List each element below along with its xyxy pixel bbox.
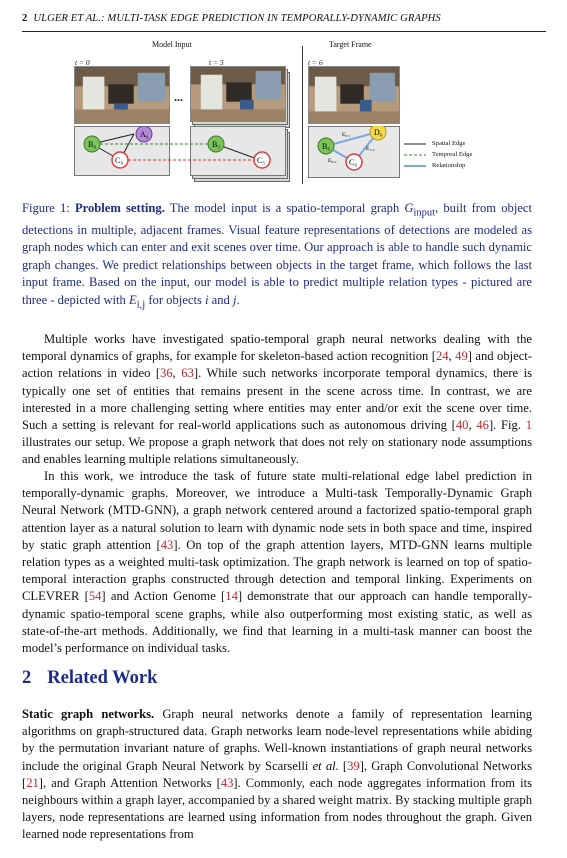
figure-1 — [72, 38, 502, 188]
caption-edge-subscript: i,j — [136, 299, 146, 311]
caption-graph-subscript: input — [413, 207, 436, 219]
citation-link[interactable]: 39 — [347, 758, 360, 773]
ellipsis: ... — [174, 90, 183, 104]
graph-t6 — [308, 126, 400, 178]
citation-link[interactable]: 43 — [160, 537, 174, 552]
paragraph-intro-2: In this work, we introduce the task of future state multi-relational edge label prediction in temporally-dynamic graphs. Moreover, we introduce a Multi-task Temporally-Dynamic Graph Neural Network (MTD-GNN), a graph network centered around a factorized spatio-temporal graph attention layer as a natural solution to learn with dynamic node sets in both space and time, inspired by static graph attention [43]. On top of the graph attention layers, MTD-GNN learns multiple relation types as a weighted multi-task optimization. The graph network is learned on top of spatio-temporal interaction graphs constructed through detection and temporal linking. Experiments on CLEVRER [54] and Action Genome [14] demonstrate that our approach can handle temporally-dynamic spatio-temporal scene graphs, while also outperforming most existing static, as well as state-of-the-art methods. Additionally, we find that learning in a multi-task manner can boost the model’s performance on individual tasks. — [22, 469, 533, 656]
input-target-divider — [302, 46, 303, 184]
running-title: ULGER ET AL.: MULTI-TASK EDGE PREDICTION IN TEMPORALLY-DYNAMIC GRAPHS — [33, 13, 441, 24]
caption-var-i: i — [205, 292, 209, 307]
caption-text-cont: , built from object detections in multiple, adjacent frames. Visual feature representations of detections are modeled as graph nodes which can enter and exit scenes over time. Our approach is able to handle such dynamic graph changes. We predict relationships between objects in the target frame, which follows the last input frame. Based on the input, our model is able to predict multiple relation types - pictured are three - depicted with — [22, 201, 532, 307]
model-input-label: Model Input — [152, 40, 192, 49]
node-d6-label: D₆ — [374, 128, 383, 137]
citation-link[interactable]: 63 — [181, 366, 194, 381]
caption-edge-symbol: E — [129, 292, 137, 307]
node-b5-label: B₅ — [212, 140, 221, 149]
figure-caption — [22, 200, 532, 313]
citation-link[interactable]: 24 — [435, 349, 449, 364]
citation-link[interactable]: 36 — [160, 366, 173, 381]
paragraph-intro-1: Multiple works have investigated spatio-temporal graph neural networks dealing with the temporal dynamics of graphs, for example for skeleton-based action recognition [24, 49] and object-action relations in video [36, 63]. While such networks incorporate temporal dynamics, there is typically one set of entities that remains present in the scene across time. In contrast, we are interested in a more challenging setting where entities may enter and/or exit the scene over time. Such a setting is relevant for real-world applications such as autonomous driving [40, 46]. Fig. 1 illustrates our setup. We propose a graph network that does not rely on stationary node assumptions and enables learning multiple relations simultaneously. — [22, 332, 533, 467]
caption-text: The model input is a spatio-temporal graph — [169, 201, 400, 215]
node-b6-label: B₆ — [322, 142, 331, 151]
citation-link[interactable]: 46 — [476, 418, 489, 433]
caption-prefix: Figure 1: — [22, 201, 70, 215]
caption-text-objects: for objects — [148, 292, 202, 307]
t6-label: t = 6 — [308, 58, 323, 67]
paragraph-heading: Static graph networks. — [22, 707, 155, 721]
caption-text-and: and — [211, 292, 230, 307]
target-frame-label: Target Frame — [329, 40, 372, 49]
edge-label-3: E₀,₂ — [328, 158, 337, 164]
citation-link[interactable]: 40 — [455, 418, 469, 433]
figure-ref-link[interactable]: 1 — [525, 418, 532, 433]
legend-spatial-edge: Spatial Edge — [432, 140, 466, 147]
node-c0-label: C₀ — [115, 156, 124, 165]
caption-title: Problem setting. — [74, 201, 165, 215]
citation-link[interactable]: 54 — [88, 589, 102, 604]
section-heading — [22, 668, 157, 689]
header-rule — [22, 31, 546, 32]
citation-link[interactable]: 43 — [220, 775, 234, 790]
section-number: 2 — [22, 668, 32, 688]
node-c6-label: C₆ — [349, 158, 358, 167]
page-number: 2 — [22, 13, 28, 24]
citation-link[interactable]: 21 — [26, 775, 39, 790]
caption-text-end: . — [236, 292, 240, 307]
legend-temporal-edge: Temporal Edge — [432, 151, 473, 158]
running-header — [22, 13, 546, 24]
edge-label-2: E₁,₂ — [366, 146, 375, 152]
caption-graph-symbol: G — [404, 201, 414, 215]
node-b0-label: B₀ — [88, 140, 97, 149]
legend-relationship: Relationship — [432, 162, 466, 169]
t0-label: t = 0 — [75, 58, 90, 67]
node-c5-label: C₅ — [257, 156, 266, 165]
citation-link[interactable]: 49 — [455, 349, 468, 364]
citation-link[interactable]: 14 — [225, 589, 238, 604]
edge-label-1: E₀,₁ — [342, 132, 351, 138]
section-title: Related Work — [47, 668, 158, 688]
paragraph-related-work: Static graph networks. Graph neural networks denote a family of representation learning algorithms on graph-structured data. Graph networks learn node-level representations while abiding by the permutation invariant nature of graphs. Well-known instantiations of graph neural networks include the original Graph Neural Network by Scarselli et al. [39], Graph Convolutional Networks [21], and Graph Attention Networks [43]. Commonly, each node aggregates information from its neighbours within a graph layer, accompanied by a shared weight matrix. By stacking multiple graph layers, node representations are learned using information from nodes throughout the graph. Given learned node representations from — [22, 707, 532, 842]
caption-var-j: j — [233, 292, 237, 307]
node-a0-label: A₀ — [140, 130, 149, 139]
t5-label: t = 5 — [209, 58, 224, 67]
